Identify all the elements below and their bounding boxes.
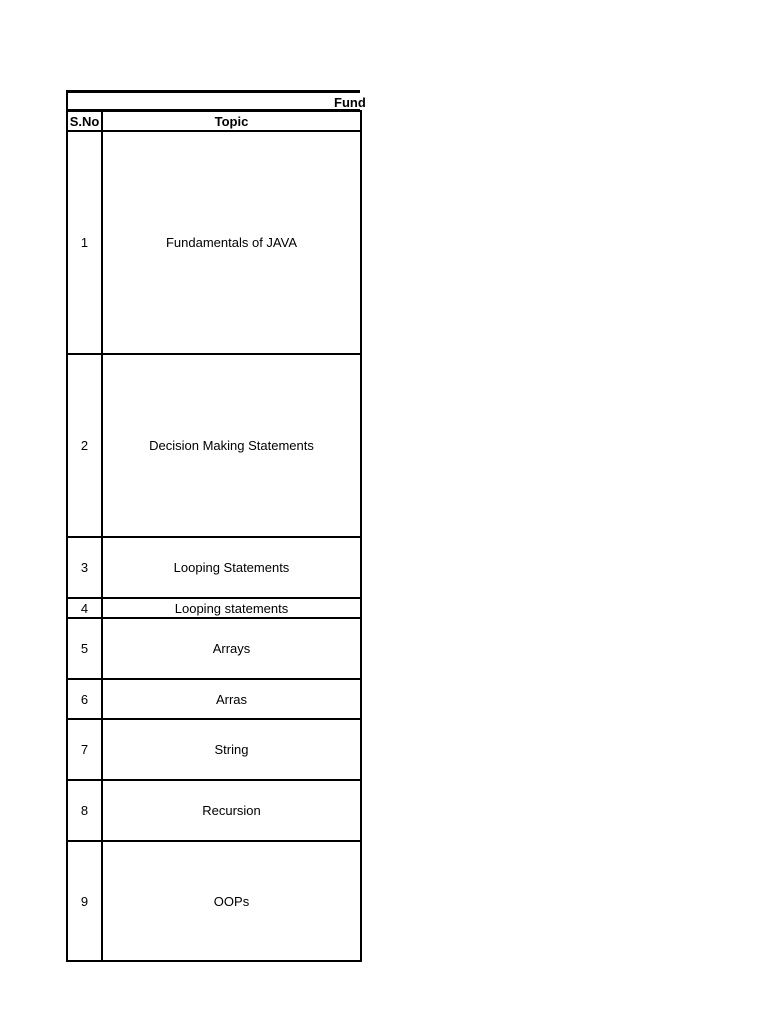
cell-topic: Arrays	[102, 618, 361, 679]
cell-topic: OOPs	[102, 841, 361, 961]
cell-topic: Recursion	[102, 780, 361, 841]
spreadsheet-page	[66, 90, 366, 926]
cell-sno: 9	[67, 841, 102, 961]
cell-sno: 3	[67, 537, 102, 598]
cell-topic: Looping statements	[102, 598, 361, 618]
cell-sno: 2	[67, 354, 102, 537]
table-row	[67, 354, 361, 537]
cell-sno: 8	[67, 780, 102, 841]
table-row	[67, 719, 361, 780]
cell-sno: 6	[67, 679, 102, 719]
cell-sno: 1	[67, 131, 102, 354]
cell-topic: String	[102, 719, 361, 780]
title-row	[66, 90, 366, 111]
table-row	[67, 537, 361, 598]
cell-topic: Looping Statements	[102, 537, 361, 598]
table-row	[67, 131, 361, 354]
header-sno: S.No	[67, 111, 102, 131]
table-row	[67, 598, 361, 618]
table-row	[67, 679, 361, 719]
header-topic: Topic	[102, 111, 361, 131]
table-header-row	[67, 111, 361, 131]
cell-sno: 4	[67, 598, 102, 618]
table-row	[67, 841, 361, 961]
cell-topic: Arras	[102, 679, 361, 719]
cell-topic: Fundamentals of JAVA	[102, 131, 361, 354]
table-row	[67, 618, 361, 679]
cell-topic: Decision Making Statements	[102, 354, 361, 537]
table-row	[67, 780, 361, 841]
topics-table	[66, 110, 362, 962]
cell-sno: 5	[67, 618, 102, 679]
cell-sno: 7	[67, 719, 102, 780]
sheet-title: Fund	[334, 95, 366, 110]
